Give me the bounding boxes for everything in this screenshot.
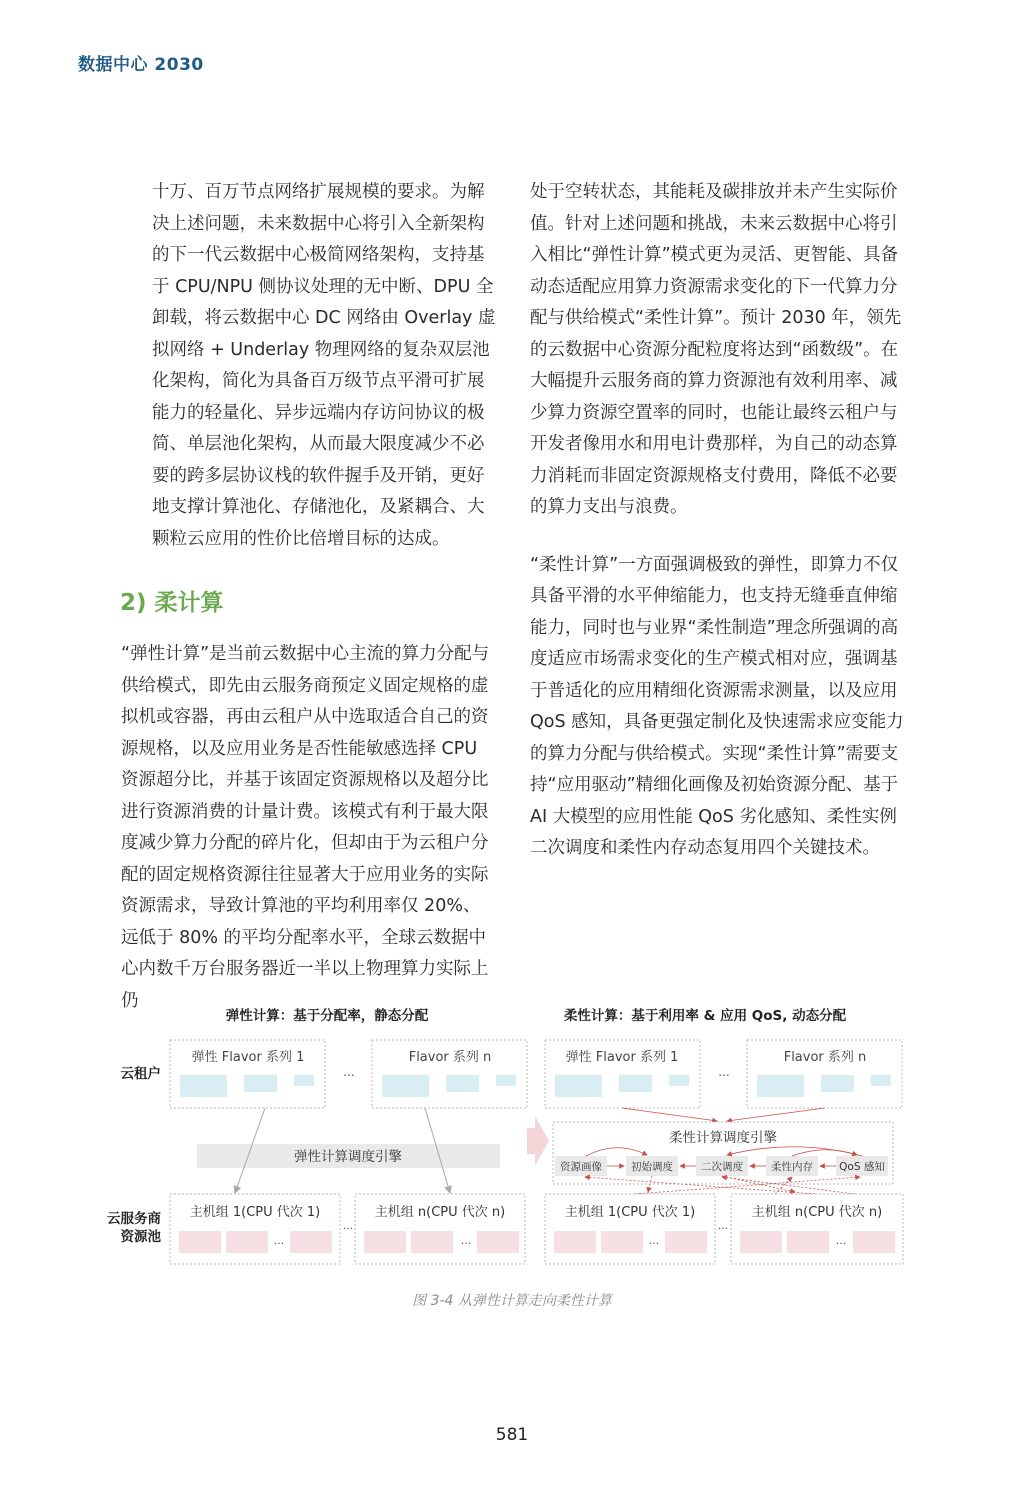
figure-right-title: 柔性计算：基于利用率 & 应用 QoS, 动态分配 xyxy=(563,1008,847,1024)
paragraph-soft-computing-intro: 处于空转状态，其能耗及碳排放并未产生实际价值。针对上述问题和挑战，未来云数据中心将引入相比“弹性计算”模式更为灵活、更智能、具备动态适配应用算力资源需求变化的下一代算力分配与供给模式“柔性计算”。预计 2030 年，领先的云数据中心资源分配粒度将达到“函数级”。在大幅提升云服务商的算力资源池有效利用率、减少算力资源空置率的同时，也能让最终云租户与开发者像用水和用电计费那样，为自己的动态算力消耗而非固定资源规格支付费用，降低不必要的算力支出与浪费。 xyxy=(530,182,902,517)
flavor-label: Flavor 系列 n xyxy=(408,1050,492,1065)
host-group-label: 主机组 1(CPU 代次 1) xyxy=(564,1205,696,1220)
paragraph-soft-computing-detail: “柔性计算”一方面强调极致的弹性，即算力不仅具备平滑的水平伸缩能力，也支持无缝垂直伸缩能力，同时也与业界“柔性制造”理念所强调的高度适应市场需求变化的生产模式相对应，强调基于普适化的应用精细化资源需求测量，以及应用 QoS 感知，具备更强定制化及快速需求应变能力的算力分配与供给模式。实现“柔性计算”需要支持“应用驱动”精细化画像及初始资源分配、基于 AI 大模型的应用性能 QoS 劣化感知、柔性实例二次调度和柔性内存动态复用四个关键技术。 xyxy=(530,554,904,858)
flavor-block xyxy=(757,1075,804,1097)
host-group-label: 主机组 1(CPU 代次 1) xyxy=(189,1205,321,1220)
flavor-box-elastic-1 xyxy=(170,1040,325,1108)
flavor-box-n-right xyxy=(747,1040,902,1108)
right-column xyxy=(530,177,905,865)
host-block xyxy=(179,1231,221,1253)
module-initial-scheduling: 初始调度 xyxy=(631,1161,673,1173)
module-qos-awareness: QoS 感知 xyxy=(839,1161,885,1173)
ellipsis: ... xyxy=(835,1234,847,1247)
figure-left-title: 弹性计算：基于分配率，静态分配 xyxy=(225,1008,429,1024)
elastic-scheduler-label: 弹性计算调度引擎 xyxy=(294,1149,402,1165)
flavor-box-elastic-1-right xyxy=(545,1040,700,1108)
flavor-block xyxy=(871,1075,891,1086)
module-secondary-scheduling: 二次调度 xyxy=(701,1161,743,1173)
host-block xyxy=(364,1231,406,1253)
module-soft-memory: 柔性内存 xyxy=(771,1161,813,1173)
flavor-label: 弹性 Flavor 系列 1 xyxy=(191,1050,305,1065)
transition-arrow xyxy=(527,1116,549,1166)
flavor-block xyxy=(555,1075,602,1097)
ellipsis: ... xyxy=(718,1065,730,1079)
left-column-bottom xyxy=(121,639,497,1017)
flavor-box-n-left xyxy=(372,1040,527,1108)
soft-scheduler-label: 柔性计算调度引擎 xyxy=(669,1130,777,1146)
host-group-box-right-1 xyxy=(545,1194,715,1264)
left-column-top xyxy=(152,177,497,555)
host-block xyxy=(601,1231,643,1253)
host-block xyxy=(290,1231,332,1253)
host-block xyxy=(226,1231,268,1253)
page-number: 581 xyxy=(495,1425,529,1445)
flavor-block xyxy=(382,1075,429,1097)
flavor-label: Flavor 系列 n xyxy=(783,1050,867,1065)
module-resource-profile: 资源画像 xyxy=(560,1161,602,1173)
host-block xyxy=(477,1231,519,1253)
arrow-flavor-to-scheduler xyxy=(727,1108,825,1121)
flavor-block xyxy=(821,1075,854,1092)
flavor-block xyxy=(619,1075,652,1092)
paragraph-elastic-computing: “弹性计算”是当前云数据中心主流的算力分配与供给模式，即先由云服务商预定义固定规格的虚拟机或容器，再由云租户从中选取适合自己的资源规格，以及应用业务是否性能敏感选择 CPU 资源超分比，并基于该固定资源规格以及超分比进行资源消费的计量计费。该模式有利于最大限度减少算力分配的碎片化，但却由于为云租户分配的固定规格资源往往显著大于应用业务的实际资源需求，导致计算池的平均利用率仅 20%、远低于 80% 的平均分配率水平，全球云数据中心内数千万台服务器近一半以上物理算力实际上仍 xyxy=(121,644,490,1011)
host-group-box-left-1 xyxy=(170,1194,340,1264)
arrow-flavor-to-scheduler xyxy=(622,1108,717,1121)
flavor-block xyxy=(294,1075,314,1086)
figure-caption: 图 3-4 从弹性计算走向柔性计算 xyxy=(412,1293,612,1309)
host-group-label: 主机组 n(CPU 代次 n) xyxy=(374,1205,506,1220)
host-group-label: 主机组 n(CPU 代次 n) xyxy=(751,1205,883,1220)
ellipsis: ... xyxy=(343,1065,355,1079)
flavor-label: 弹性 Flavor 系列 1 xyxy=(565,1050,679,1065)
ellipsis: ... xyxy=(342,1219,354,1232)
flavor-block xyxy=(244,1075,277,1092)
host-group-box-left-n xyxy=(355,1194,525,1264)
row-label-pool-line2: 资源池 xyxy=(120,1229,161,1245)
row-label-pool-line1: 云服务商 xyxy=(107,1211,161,1227)
host-block xyxy=(740,1231,782,1253)
host-block xyxy=(554,1231,596,1253)
section-title: 2) 柔计算 xyxy=(120,590,224,616)
flavor-block xyxy=(446,1075,479,1092)
flavor-block xyxy=(669,1075,689,1086)
figure-elastic-to-soft-computing xyxy=(95,1000,915,1275)
ellipsis: ... xyxy=(717,1219,729,1232)
ellipsis: ... xyxy=(648,1234,660,1247)
host-group-box-right-n xyxy=(731,1194,903,1264)
host-block xyxy=(411,1231,453,1253)
flavor-block xyxy=(180,1075,227,1097)
ellipsis: ... xyxy=(273,1234,285,1247)
host-block xyxy=(853,1231,895,1253)
flavor-block xyxy=(496,1075,516,1086)
row-label-tenant: 云租户 xyxy=(120,1066,161,1082)
running-header: 数据中心 2030 xyxy=(78,55,204,75)
ellipsis: ... xyxy=(460,1234,472,1247)
paragraph-network: 十万、百万节点网络扩展规模的要求。为解决上述问题，未来数据中心将引入全新架构的下一代云数据中心极简网络架构，支持基于 CPU/NPU 侧协议处理的无中断、DPU 全卸载，将云数据中心 DC 网络由 Overlay 虚拟网络 + Underlay 物理网络的复杂双层池化架构，简化为具备百万级节点平滑可扩展能力的轻量化、异步远端内存访问协议的极简、单层池化架构，从而最大限度减少不必要的跨多层协议栈的软件握手及开销，更好地支撑计算池化、存储池化，及紧耦合、大颗粒云应用的性价比倍增目标的达成。 xyxy=(152,182,496,549)
host-block xyxy=(665,1231,707,1253)
host-block xyxy=(787,1231,829,1253)
